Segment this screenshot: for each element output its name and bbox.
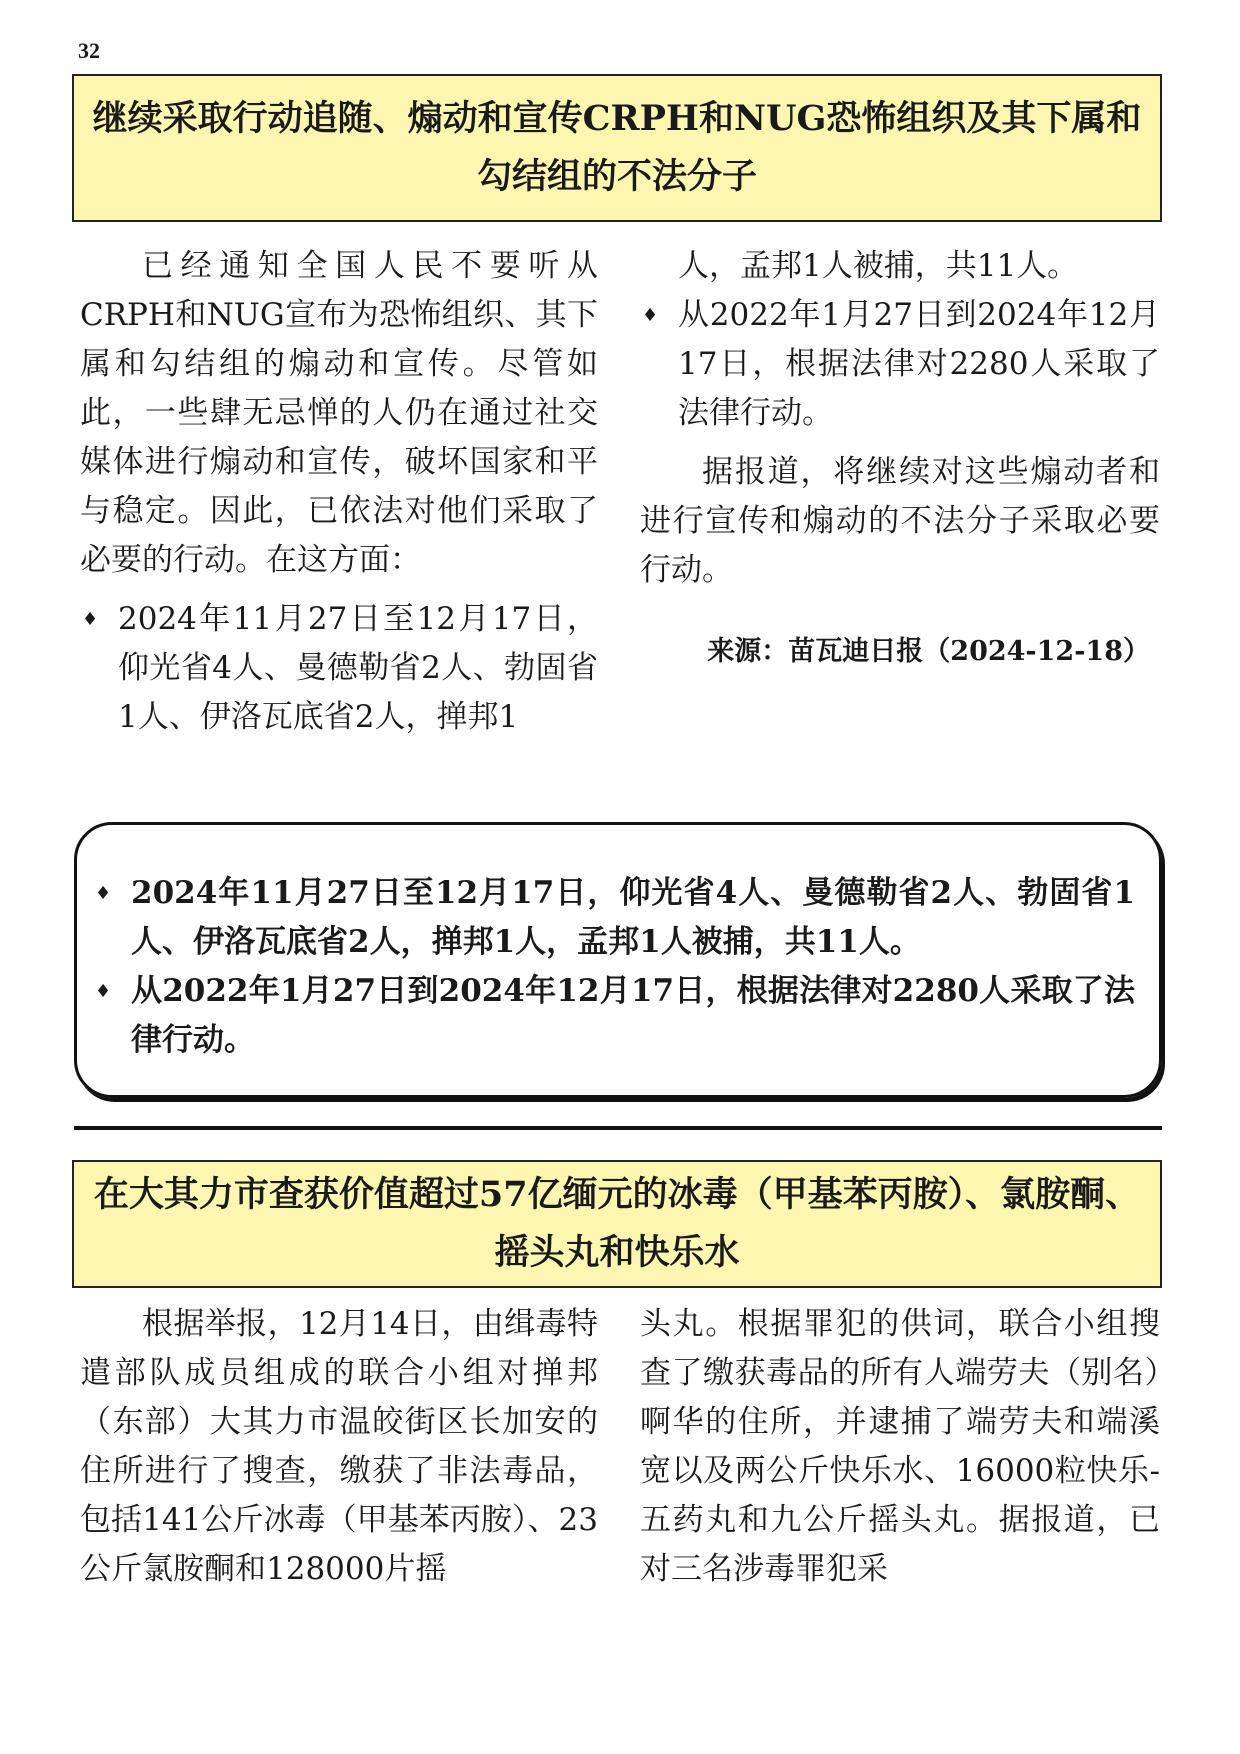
article1-title: 继续采取行动追随、煽动和宣传CRPH和NUG恐怖组织及其下属和勾结组的不法分子 [92, 98, 1142, 197]
article1-bullet-list-continued [640, 242, 1160, 438]
diamond-bullet-icon: ♦ [642, 305, 659, 326]
article2-headline [72, 1160, 1162, 1288]
article2-left-text: 根据举报，12月14日，由缉毒特遣部队成员组成的联合小组对掸邦（东部）大其力市温皎街区长加安的住所进行了搜查，缴获了非法毒品，包括141公斤冰毒（甲基苯丙胺）、23公斤氯胺酮和128000片摇 [80, 1306, 598, 1587]
article1-bullet2-text: 从2022年1月27日到2024年12月17日，根据法律对2280人采取了法律行动。 [678, 297, 1160, 431]
list-item [640, 291, 1160, 438]
list-item [93, 967, 1135, 1065]
article1-headline [72, 74, 1162, 222]
article1-bullet1-continuation: 人，孟邦1人被捕，共11人。 [678, 248, 1079, 284]
article2-right-column [640, 1300, 1160, 1594]
article2-right-text: 头丸。根据罪犯的供词，联合小组搜查了缴获毒品的所有人端劳夫（别名）啊华的住所，并逮捕了端劳夫和端溪宽以及两公斤快乐水、16000粒快乐-五药丸和九公斤摇头丸。据报道，已对三名涉毒罪犯采 [640, 1306, 1160, 1587]
article1-source: 来源：苗瓦迪日报（2024-12-18） [707, 636, 1150, 667]
article2-title: 在大其力市查获价值超过57亿缅元的冰毒（甲基苯丙胺）、氯胺酮、摇头丸和快乐水 [93, 1174, 1141, 1273]
list-item [93, 869, 1135, 967]
page-number: 32 [78, 38, 100, 63]
list-item [80, 595, 598, 742]
diamond-bullet-icon: ♦ [82, 609, 99, 630]
article2-left-column [80, 1300, 598, 1594]
article1-bullet1-text: 2024年11月27日至12月17日，仰光省4人、曼德勒省2人、勃固省1人、伊洛瓦底省2人，掸邦1 [118, 601, 598, 735]
article1-left-column [80, 242, 598, 742]
article1-right-column [640, 242, 1160, 676]
section-divider [74, 1126, 1162, 1130]
summary-bullet1: 2024年11月27日至12月17日，仰光省4人、曼德勒省2人、勃固省1人、伊洛瓦底省2人，掸邦1人，孟邦1人被捕，共11人。 [131, 875, 1135, 960]
list-item [640, 242, 1160, 291]
summary-bullet2: 从2022年1月27日到2024年12月17日，根据法律对2280人采取了法律行动。 [131, 973, 1135, 1058]
summary-bullet-list [93, 869, 1135, 1065]
article1-closing: 据报道，将继续对这些煽动者和进行宣传和煽动的不法分子采取必要行动。 [640, 454, 1160, 588]
article1-bullet-list [80, 595, 598, 742]
diamond-bullet-icon: ♦ [95, 981, 112, 1002]
summary-box [74, 822, 1162, 1098]
article1-intro: 已经通知全国人民不要听从CRPH和NUG宣布为恐怖组织、其下属和勾结组的煽动和宣传。尽管如此，一些肆无忌惮的人仍在通过社交媒体进行煽动和宣传，破坏国家和平与稳定。因此，已依法对他们采取了必要的行动。在这方面： [80, 248, 598, 578]
diamond-bullet-icon: ♦ [95, 883, 112, 904]
